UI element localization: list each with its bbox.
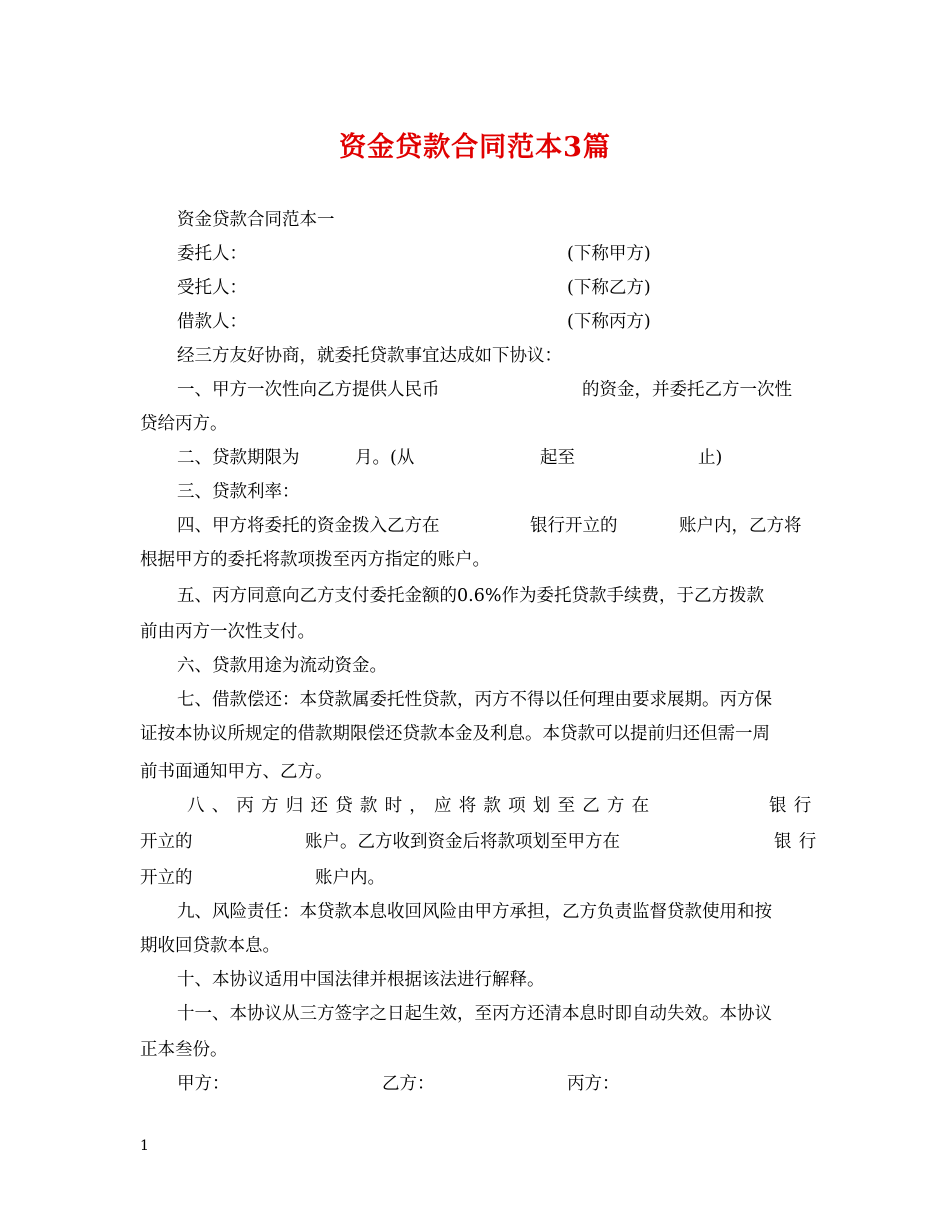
- borrower-label: 借款人：: [177, 312, 247, 332]
- clause-11-part-b: 正本叁份。: [140, 1040, 228, 1060]
- clause-1-part-b: 的资金，并委托乙方一次性: [582, 380, 792, 400]
- clause-9-part-a: 九、风险责任：本贷款本息收回风险由甲方承担，乙方负责监督贷款使用和按: [177, 902, 772, 922]
- clause-1-part-c: 贷给丙方。: [140, 414, 228, 434]
- signature-party-a: 甲方：: [177, 1074, 230, 1094]
- clause-8-part-a: 八、丙方归还贷款时，应将款项划至乙方在: [187, 796, 657, 816]
- clause-11-part-a: 十一、本协议从三方签字之日起生效，至丙方还清本息时即自动失效。本协议: [177, 1004, 772, 1024]
- clause-4-part-c: 账户内，乙方将: [679, 516, 802, 536]
- clause-8-part-f: 开立的: [140, 868, 193, 888]
- clause-4-part-b: 银行开立的: [530, 516, 618, 536]
- trustee-label: 受托人：: [177, 278, 247, 298]
- borrower-note: (下称丙方): [567, 312, 651, 332]
- clause-7-part-c: 前书面通知甲方、乙方。: [140, 762, 333, 782]
- clause-8-part-g: 账户内。: [315, 868, 385, 888]
- clause-10: 十、本协议适用中国法律并根据该法进行解释。: [177, 970, 545, 990]
- signature-party-c: 丙方：: [567, 1074, 620, 1094]
- clause-7-part-a: 七、借款偿还：本贷款属委托性贷款，丙方不得以任何理由要求展期。丙方保: [177, 690, 772, 710]
- clause-8-part-b: 银行: [769, 796, 819, 816]
- trustee-note: (下称乙方): [567, 278, 651, 298]
- clause-4-part-a: 四、甲方将委托的资金拨入乙方在: [177, 516, 440, 536]
- clause-8-part-d: 账户。乙方收到资金后将款项划至甲方在: [305, 832, 620, 852]
- signature-party-b: 乙方：: [382, 1074, 435, 1094]
- clause-4-part-d: 根据甲方的委托将款项拨至丙方指定的账户。: [140, 550, 490, 570]
- clause-2-part-b: 月。(从: [355, 448, 415, 468]
- clause-8-part-c: 开立的: [140, 832, 193, 852]
- intro-paragraph: 经三方友好协商，就委托贷款事宜达成如下协议：: [177, 346, 562, 366]
- clause-9-part-b: 期收回贷款本息。: [140, 936, 280, 956]
- entrust-note: (下称甲方): [567, 244, 651, 264]
- clause-1-part-a: 一、甲方一次性向乙方提供人民币: [177, 380, 440, 400]
- clause-5-part-a: 五、丙方同意向乙方支付委托金额的0.6%作为委托贷款手续费，于乙方拨款: [177, 586, 764, 606]
- clause-2-part-c: 起至: [540, 448, 575, 468]
- clause-3: 三、贷款利率：: [177, 482, 300, 502]
- clause-2-part-d: 止): [698, 448, 723, 468]
- clause-5-part-b: 前由丙方一次性支付。: [140, 622, 315, 642]
- clause-6: 六、贷款用途为流动资金。: [177, 656, 387, 676]
- document-title: 资金贷款合同范本3篇: [339, 132, 611, 163]
- entrust-label: 委托人：: [177, 244, 247, 264]
- clause-8-part-e: 银行: [774, 832, 824, 852]
- page-number: 1: [140, 1138, 149, 1154]
- contract-subtitle: 资金贷款合同范本一: [177, 210, 335, 230]
- clause-7-part-b: 证按本协议所规定的借款期限偿还贷款本金及利息。本贷款可以提前归还但需一周: [140, 724, 770, 744]
- clause-2-part-a: 二、贷款期限为: [177, 448, 300, 468]
